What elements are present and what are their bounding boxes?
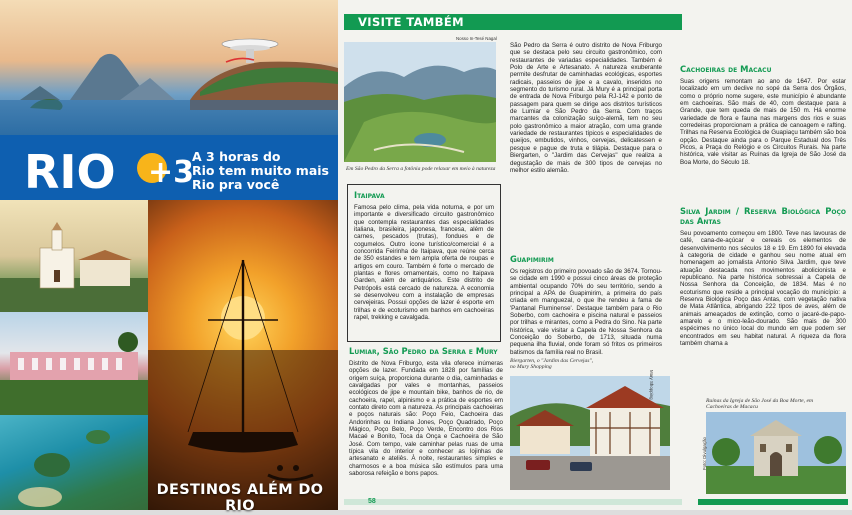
sao-pedro-body: São Pedro da Serra é outro distrito de Nova Friburgo que se destaca pelo seu circuito gastronômico, com restaurantes de variadas especialidades. Também é Polo de Arte e Artesanato. A natureza exuberante permite desfrutar de caminhadas ecológicas, esportes radicais, passeios de jipe e a cavalo, inseridos no segmento do turismo rural. Já Mury é a principal porta de entrada de Nova Friburgo pela RJ-142 e ponto de passagem para quem se dirige aos distritos turísticos de Lumiar e São Pedro da Serra. Com traços marcantes da colonização suíço-alemã, tem no seu polo gastronômico a maior atração, com uma grande variedade de restaurantes típicos e especialidades de queijos, embutidos, vinhos, cervejas, delicatessen e pesque e pague de truta e tilápia. Destaque para o Biergarten, o "Jardim das Cervejas" que realiza a degustação de mais de 300 tipos de cervejas no melhor estilo alemão. [510, 42, 662, 174]
imperial-palace-photo [0, 312, 148, 415]
photo-credit: Nosso In-Tesé Nagal [456, 36, 497, 41]
photo-credit: Foto: Divulgação [702, 437, 707, 470]
lumiar-title: Lumiar, São Pedro da Serra e Mury [349, 346, 498, 356]
itaipava-body: Famosa pelo clima, pela vida noturna, e por um importante e diversificado circuito gastronômico que contempla restaurantes das especialidades italiana, brasileira, japonesa, francesa, além de carnes, pescados (trutas), fondues e de cogumelos. Outro ícone turístico/comercial é a concorrida Feirinha de Itaipava, que reúne cerca de 350 estandes e tem ampla oferta de roupas e artigos em couro. Também é forte o mercado de plantas e flores ornamentais, como no Itaipava Garden, além de antiquários. Este distrito de Petrópolis está cercado de natureza. A economia se desenvolveu com a instalação de empresas cervejeiras. Possui opções de lazer é esporte em trilhas e de ecoturismo em banhos em cachoeiras rapel, trekking e cavalgada. [354, 204, 494, 322]
guapimirim-body: Os registros do primeiro povoado são de 3674. Tornou-se cidade em 1990 e possui cinco áreas de proteção ambiental ocupando 70% do seu território, sendo a principal a APA de Guapimirim, a primeira do país criada em manguezal, o que lhe rendeu a fama de 'Pantanal Fluminense'. Destaque também para o Rio Soberbo, com cachoeira e piscina natural e passeios por trilhas e mirantes, como a Pedra do Sino. Na parte histórica, vale visitar a Capela de Nossa Senhora da Conceição do Soberbo, de 1713, situada numa pequena ilha fluvial, onde foram só fritos os primeiros batismos da família real no Brasil. [510, 268, 662, 356]
cachoeiras-body: Suas origens remontam ao ano de 1647. Por estar localizado em um declive no sopé da Serra dos Órgãos, como o próprio nome sugere, este município é abundante em cachoeiras. São mais de 40, com destaque para a Grande, que tem queda de mais de 150 m. Há enorme variedade de flora e fauna nas margens dos rios e suas corredeiras proporcionam a prática de canoagem e rafting. Trilhas na Reserva Ecológica de Guapiaçu também são boa opção. Destaque ainda para o Parque Estadual dos Três Picos, a Praça do Relógio e os Circuitos Rurais. Na parte histórica, vale visitar as Ruínas da Igreja de São José da Boa Morte, do Século 18. [680, 78, 846, 166]
palace-illustration [0, 312, 148, 415]
photo-credit: Mary Shopping [649, 370, 654, 400]
coastal-islands-photo [0, 415, 148, 510]
lumiar-section [349, 346, 503, 478]
rio-plus-3-logo [24, 140, 195, 200]
tagline-line: A 3 horas do [192, 149, 281, 164]
silva-jardim-title: Silva Jardim / Reserva Biológica Poço das Antas [680, 206, 846, 226]
logo-rio-text: RIO [24, 145, 116, 199]
islands-illustration [0, 415, 148, 510]
itaipava-title: Itaipava [354, 190, 385, 200]
sao-pedro-serra-photo [344, 42, 496, 162]
magazine-spread [338, 0, 852, 510]
valley-landscape-illustration [344, 42, 496, 162]
sao-pedro-section [510, 42, 662, 174]
page-number: 58 [368, 498, 376, 505]
church-illustration [0, 200, 148, 312]
biergarten-street-illustration [510, 376, 670, 490]
lumiar-body: Distrito de Nova Friburgo, esta vila oferece inúmeras opções de lazer. Fundada em 1828 por famílias de origem suíça, proporciona durante o dia, caminhadas e cavalgadas por vales e montanhas, passeios ecológicos de jipe e mountain bike, banhos de rio, de cachoeira, rapel, alpinismo e a prática de esportes em contato direto com a natureza. As principais cachoeiras e poços naturais são: Poço Feio, Cachoeira das Andorinhas ou Indiana Jones, Poço Quadrado, Poço Mágico, Poço Belo, Poço Verde, Encontro dos Rios Macaé e Bonito, Toca da Onça e Cachoeira de São José. Com tempo, vale caminhar pelas ruas de uma típica vila do interior e conhecer as lojinhas de artesanato e ateliês. À noite, restaurantes simples e charmosos e a boa música são estímulos para uma saborosa refeição e bons papos. [349, 360, 503, 478]
footer-band [344, 499, 682, 505]
tagline-line: Rio pra você [192, 177, 280, 192]
footer-band-accent [698, 499, 848, 505]
cover-footer-title: DESTINOS ALÉM DO RIO [156, 482, 324, 514]
photo-caption: Biergarten, o "Jardim das Cervejas", no Mury Shopping [510, 358, 594, 371]
itaipava-box [347, 184, 501, 342]
section-header-title: VISITE TAMBÉM [358, 15, 465, 29]
guapimirim-title: Guapimirim [510, 254, 554, 264]
cachoeiras-title: Cachoeiras de Macacu [680, 64, 772, 74]
niteroi-museum-photo [0, 0, 338, 135]
guapimirim-section [510, 254, 662, 356]
tagline-line: Rio tem muito mais [192, 163, 329, 178]
ruins-illustration [706, 412, 846, 494]
sailboat-illustration [148, 200, 338, 510]
colonial-church-photo [0, 200, 148, 312]
cachoeiras-section [680, 64, 846, 166]
silva-jardim-body: Seu povoamento começou em 1800. Teve nas lavouras de café, cana-de-açúcar e cereais os elementos de desenvolvimento nos séculos 18 e 19. Em 1890 foi elevada à categoria de cidade e ganhou seu nome atual em homenagem ao jornalista Antonio Silva Jardim, que teve atuação destacada nos movimentos abolicionista e republicano. Na parte histórica sobressai a Capela de Nossa Senhora da Conceição, de 1834. Mas é no ecoturismo que reside a principal vocação do município: a Reserva Biológica Poço das Antas, com vegetação nativa de Mata Atlântica, abrigando 222 tipos de aves, além de animais ameaçados de extinção, como o jacaré-de-papo-amarelo e o mico-leão-dourado. São mais de 300 espécimes no único local do mundo em que podem ser encontrados em seu habitat natural. A riqueza da flora também chama a [680, 230, 846, 348]
logo-plus3-text: +3 [148, 155, 195, 190]
photo-caption: Ruínas da Igreja de São José da Boa Morte, em Cachoeiras de Macacu [706, 398, 813, 411]
photo-caption: Em São Pedro da Serra a fotônia pode relaxar em meio à natureza [346, 166, 496, 172]
boat-sunset-photo [148, 200, 338, 510]
cover-landscape-illustration [0, 0, 338, 135]
church-ruins-photo [706, 412, 846, 494]
cover-tagline [192, 150, 332, 192]
silva-jardim-section [680, 206, 846, 348]
mury-biergarten-photo [510, 376, 670, 490]
cover-panel [0, 0, 338, 514]
